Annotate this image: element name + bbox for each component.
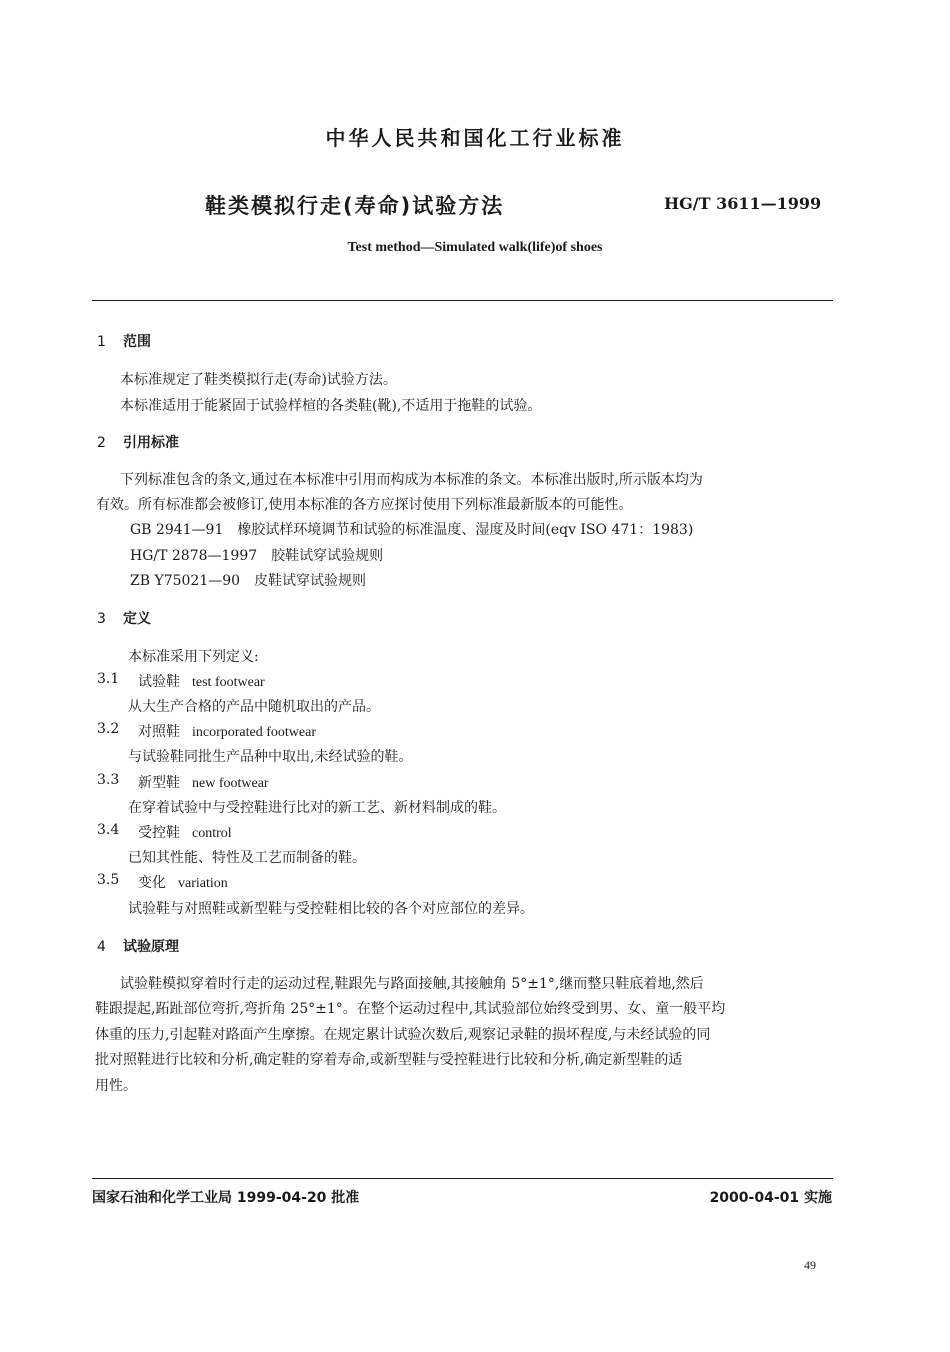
definition-term — [138, 772, 269, 792]
reference-item: HG/T 2878—1997 胶鞋试穿试验规则 — [130, 548, 384, 564]
approval-note: 国家石油和化学工业局 1999-04-20 批准 — [92, 1190, 360, 1206]
section-number: 4 — [97, 939, 106, 955]
header-divider — [92, 300, 833, 301]
section-4-heading — [97, 936, 179, 956]
definition-term — [138, 822, 232, 842]
section-number: 2 — [97, 435, 106, 451]
definition-desc: 在穿着试验中与受控鞋进行比对的新工艺、新材料制成的鞋。 — [128, 800, 506, 816]
paragraph-line: 试验鞋模拟穿着时行走的运动过程,鞋跟先与路面接触,其接触角 5°±1°,继而整只鞋底着地,然后 — [120, 976, 704, 992]
reference-item: ZB Y75021—90 皮鞋试穿试验规则 — [130, 573, 367, 589]
section-1-heading — [97, 331, 151, 351]
footer-divider — [92, 1178, 833, 1179]
standard-type-heading: 中华人民共和国化工行业标准 — [325, 126, 625, 150]
definition-desc: 已知其性能、特性及工艺而制备的鞋。 — [128, 850, 366, 866]
definition-number: 3.3 — [97, 772, 120, 788]
definition-desc: 试验鞋与对照鞋或新型鞋与受控鞋相比较的各个对应部位的差异。 — [128, 901, 534, 917]
term-en: control — [192, 826, 232, 841]
section-title: 范围 — [123, 334, 151, 350]
implementation-date: 2000-04-01 实施 — [709, 1190, 832, 1206]
term-cn: 试验鞋 — [138, 674, 180, 690]
section-title: 试验原理 — [123, 939, 179, 955]
definition-desc: 从大生产合格的产品中随机取出的产品。 — [128, 699, 380, 715]
section-title: 定义 — [123, 611, 151, 627]
paragraph: 有效。所有标准都会被修订,使用本标准的各方应探讨使用下列标准最新版本的可能性。 — [96, 497, 633, 513]
paragraph: 本标准规定了鞋类模拟行走(寿命)试验方法。 — [120, 372, 397, 388]
definition-number: 3.5 — [97, 872, 120, 888]
definition-number: 3.4 — [97, 822, 120, 838]
paragraph-line: 鞋跟提起,跖趾部位弯折,弯折角 25°±1°。在整个运动过程中,其试验部位始终受到男、女、童一般平均 — [95, 1001, 726, 1017]
section-number: 1 — [97, 334, 106, 350]
paragraph: 本标准采用下列定义: — [128, 649, 259, 665]
section-number: 3 — [97, 611, 106, 627]
definition-number: 3.2 — [97, 721, 120, 737]
section-title: 引用标准 — [123, 435, 179, 451]
paragraph: 本标准适用于能紧固于试验样楦的各类鞋(靴),不适用于拖鞋的试验。 — [120, 398, 542, 414]
definition-term — [138, 721, 316, 741]
section-2-heading — [97, 432, 179, 452]
term-en: incorporated footwear — [192, 725, 316, 740]
page-number: 49 — [804, 1258, 816, 1272]
paragraph-line: 体重的压力,引起鞋对路面产生摩擦。在规定累计试验次数后,观察记录鞋的损坏程度,与未经试验的同 — [95, 1027, 711, 1043]
document-title-cn: 鞋类模拟行走(寿命)试验方法 — [205, 194, 505, 218]
standard-code: HG/T 3611—1999 — [664, 194, 822, 213]
term-cn: 受控鞋 — [138, 825, 180, 841]
document-title-en: Test method—Simulated walk(life)of shoes — [347, 240, 603, 255]
paragraph: 下列标准包含的条文,通过在本标准中引用而构成为本标准的条文。本标准出版时,所示版本均为 — [120, 472, 703, 488]
paragraph-line: 用性。 — [95, 1078, 137, 1094]
term-en: new footwear — [192, 776, 269, 791]
paragraph-line: 批对照鞋进行比较和分析,确定鞋的穿着寿命,或新型鞋与受控鞋进行比较和分析,确定新型鞋的适 — [95, 1052, 683, 1068]
term-cn: 新型鞋 — [138, 775, 180, 791]
term-cn: 对照鞋 — [138, 724, 180, 740]
definition-desc: 与试验鞋同批生产品种中取出,未经试验的鞋。 — [128, 749, 413, 765]
term-en: test footwear — [192, 675, 265, 690]
term-cn: 变化 — [138, 875, 166, 891]
section-3-heading — [97, 608, 151, 628]
reference-item: GB 2941—91 橡胶试样环境调节和试验的标准温度、湿度及时间(eqv ISO 471：1983) — [130, 522, 694, 538]
definition-number: 3.1 — [97, 671, 120, 687]
definition-term — [138, 671, 265, 691]
definition-term — [138, 872, 228, 892]
term-en: variation — [178, 876, 228, 891]
